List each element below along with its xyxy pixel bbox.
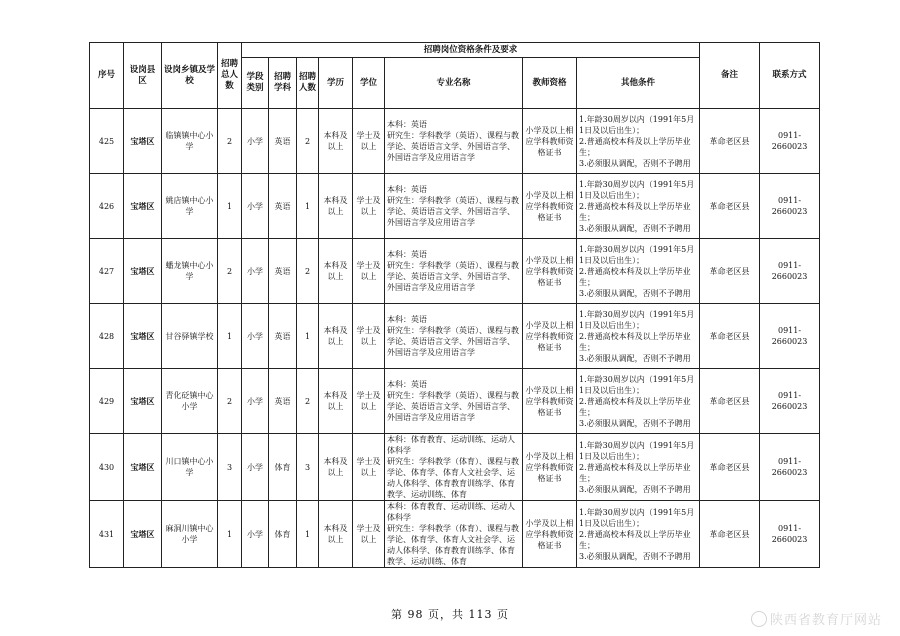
cell-county: 宝塔区 xyxy=(124,174,162,239)
cell-education: 本科及以上 xyxy=(319,109,353,174)
cell-school: 麻洞川镇中心小学 xyxy=(162,501,218,568)
cell-seq: 431 xyxy=(90,501,124,568)
cell-contact: 0911-2660023 xyxy=(760,434,820,501)
header-other: 其他条件 xyxy=(577,58,700,109)
cell-total: 2 xyxy=(218,369,242,434)
cell-subject: 英语 xyxy=(269,109,297,174)
cell-remarks: 革命老区县 xyxy=(700,239,760,304)
cell-seq: 430 xyxy=(90,434,124,501)
cell-total: 2 xyxy=(218,109,242,174)
table-row xyxy=(90,109,820,174)
cell-count: 2 xyxy=(297,369,319,434)
cell-contact: 0911-2660023 xyxy=(760,174,820,239)
site-watermark xyxy=(751,609,882,628)
cell-seq: 428 xyxy=(90,304,124,369)
cell-education: 本科及以上 xyxy=(319,369,353,434)
cell-teacher-cert: 小学及以上相应学科教师资格证书 xyxy=(523,304,577,369)
cell-major: 本科：体育教育、运动训练、运动人体科学 研究生：学科教学（体育）、课程与教学论、体育学、体育人文社会学、运动人体科学、体育教育训练学、体育教学、运动训练、体育 xyxy=(385,501,523,568)
cell-count: 2 xyxy=(297,239,319,304)
cell-major: 本科：英语 研究生：学科教学（英语）、课程与教学论、英语语言文学、外国语言学、外国语言学及应用语言学 xyxy=(385,109,523,174)
cell-teacher-cert: 小学及以上相应学科教师资格证书 xyxy=(523,239,577,304)
cell-remarks: 革命老区县 xyxy=(700,174,760,239)
cell-stage: 小学 xyxy=(242,109,269,174)
cell-seq: 429 xyxy=(90,369,124,434)
cell-contact: 0911-2660023 xyxy=(760,109,820,174)
header-remarks: 备注 xyxy=(700,43,760,109)
cell-subject: 英语 xyxy=(269,304,297,369)
cell-school: 蟠龙镇中心小学 xyxy=(162,239,218,304)
header-degree: 学位 xyxy=(353,58,385,109)
header-major: 专业名称 xyxy=(385,58,523,109)
cell-other: 1.年龄30周岁以内（1991年5月1日及以后出生）； 2.普通高校本科及以上学历毕业生； 3.必须服从调配，否则不予聘用 xyxy=(577,109,700,174)
cell-major: 本科：英语 研究生：学科教学（英语）、课程与教学论、英语语言文学、外国语言学、外国语言学及应用语言学 xyxy=(385,174,523,239)
table-row xyxy=(90,174,820,239)
cell-degree: 学士及以上 xyxy=(353,434,385,501)
cell-subject: 英语 xyxy=(269,369,297,434)
cell-teacher-cert: 小学及以上相应学科教师资格证书 xyxy=(523,369,577,434)
header-stage: 学段类别 xyxy=(242,58,269,109)
cell-other: 1.年龄30周岁以内（1991年5月1日及以后出生）； 2.普通高校本科及以上学历毕业生； 3.必须服从调配，否则不予聘用 xyxy=(577,501,700,568)
header-town-school: 设岗乡镇及学校 xyxy=(162,43,218,109)
cell-major: 本科：英语 研究生：学科教学（英语）、课程与教学论、英语语言文学、外国语言学、外国语言学及应用语言学 xyxy=(385,304,523,369)
cell-total: 1 xyxy=(218,501,242,568)
cell-stage: 小学 xyxy=(242,369,269,434)
cell-county: 宝塔区 xyxy=(124,501,162,568)
cell-education: 本科及以上 xyxy=(319,304,353,369)
cell-degree: 学士及以上 xyxy=(353,369,385,434)
cell-total: 1 xyxy=(218,304,242,369)
cell-remarks: 革命老区县 xyxy=(700,369,760,434)
cell-count: 2 xyxy=(297,109,319,174)
cell-major: 本科：英语 研究生：学科教学（英语）、课程与教学论、英语语言文学、外国语言学、外国语言学及应用语言学 xyxy=(385,369,523,434)
cell-teacher-cert: 小学及以上相应学科教师资格证书 xyxy=(523,174,577,239)
table-row xyxy=(90,304,820,369)
cell-subject: 英语 xyxy=(269,174,297,239)
cell-school: 青化砭镇中心小学 xyxy=(162,369,218,434)
table-row xyxy=(90,239,820,304)
cell-education: 本科及以上 xyxy=(319,501,353,568)
cell-subject: 体育 xyxy=(269,434,297,501)
page-footer: 第 98 页，共 113 页 xyxy=(391,608,509,621)
header-seq: 序号 xyxy=(90,43,124,109)
cell-teacher-cert: 小学及以上相应学科教师资格证书 xyxy=(523,434,577,501)
cell-education: 本科及以上 xyxy=(319,239,353,304)
cell-degree: 学士及以上 xyxy=(353,501,385,568)
cell-stage: 小学 xyxy=(242,501,269,568)
cell-degree: 学士及以上 xyxy=(353,174,385,239)
cell-count: 3 xyxy=(297,434,319,501)
cell-degree: 学士及以上 xyxy=(353,239,385,304)
cell-degree: 学士及以上 xyxy=(353,109,385,174)
cell-stage: 小学 xyxy=(242,239,269,304)
cell-total: 1 xyxy=(218,174,242,239)
cell-subject: 英语 xyxy=(269,239,297,304)
cell-major: 本科：体育教育、运动训练、运动人体科学 研究生：学科教学（体育）、课程与教学论、体育学、体育人文社会学、运动人体科学、体育教育训练学、体育教学、运动训练、体育 xyxy=(385,434,523,501)
cell-total: 2 xyxy=(218,239,242,304)
header-contact: 联系方式 xyxy=(760,43,820,109)
cell-count: 1 xyxy=(297,174,319,239)
cell-contact: 0911-2660023 xyxy=(760,239,820,304)
cell-remarks: 革命老区县 xyxy=(700,109,760,174)
cell-other: 1.年龄30周岁以内（1991年5月1日及以后出生）； 2.普通高校本科及以上学历毕业生； 3.必须服从调配，否则不予聘用 xyxy=(577,174,700,239)
cell-other: 1.年龄30周岁以内（1991年5月1日及以后出生）； 2.普通高校本科及以上学历毕业生； 3.必须服从调配，否则不予聘用 xyxy=(577,434,700,501)
cell-major: 本科：英语 研究生：学科教学（英语）、课程与教学论、英语语言文学、外国语言学、外国语言学及应用语言学 xyxy=(385,239,523,304)
cell-school: 甘谷驿镇学校 xyxy=(162,304,218,369)
cell-subject: 体育 xyxy=(269,501,297,568)
cell-education: 本科及以上 xyxy=(319,174,353,239)
cell-county: 宝塔区 xyxy=(124,109,162,174)
cell-stage: 小学 xyxy=(242,304,269,369)
cell-school: 临镇镇中心小学 xyxy=(162,109,218,174)
cell-teacher-cert: 小学及以上相应学科教师资格证书 xyxy=(523,109,577,174)
cell-remarks: 革命老区县 xyxy=(700,434,760,501)
cell-other: 1.年龄30周岁以内（1991年5月1日及以后出生）； 2.普通高校本科及以上学历毕业生； 3.必须服从调配，否则不予聘用 xyxy=(577,304,700,369)
cell-other: 1.年龄30周岁以内（1991年5月1日及以后出生）； 2.普通高校本科及以上学历毕业生； 3.必须服从调配，否则不予聘用 xyxy=(577,369,700,434)
cell-other: 1.年龄30周岁以内（1991年5月1日及以后出生）； 2.普通高校本科及以上学历毕业生； 3.必须服从调配，否则不予聘用 xyxy=(577,239,700,304)
header-teacher-cert: 教师资格 xyxy=(523,58,577,109)
cell-seq: 426 xyxy=(90,174,124,239)
cell-count: 1 xyxy=(297,501,319,568)
cell-stage: 小学 xyxy=(242,174,269,239)
header-total: 招聘总人数 xyxy=(218,43,242,109)
cell-teacher-cert: 小学及以上相应学科教师资格证书 xyxy=(523,501,577,568)
header-education: 学历 xyxy=(319,58,353,109)
header-count: 招聘人数 xyxy=(297,58,319,109)
recruitment-table xyxy=(89,42,820,568)
cell-remarks: 革命老区县 xyxy=(700,501,760,568)
cell-seq: 425 xyxy=(90,109,124,174)
cell-county: 宝塔区 xyxy=(124,369,162,434)
cell-school: 姚店镇中心小学 xyxy=(162,174,218,239)
cell-stage: 小学 xyxy=(242,434,269,501)
cell-county: 宝塔区 xyxy=(124,434,162,501)
header-county: 设岗县区 xyxy=(124,43,162,109)
table-row xyxy=(90,369,820,434)
cell-school: 川口镇中心小学 xyxy=(162,434,218,501)
table-row xyxy=(90,501,820,568)
table-body xyxy=(90,109,820,568)
cell-seq: 427 xyxy=(90,239,124,304)
cell-degree: 学士及以上 xyxy=(353,304,385,369)
cell-contact: 0911-2660023 xyxy=(760,369,820,434)
cell-county: 宝塔区 xyxy=(124,304,162,369)
header-group-title: 招聘岗位资格条件及要求 xyxy=(242,43,700,58)
cell-total: 3 xyxy=(218,434,242,501)
cell-contact: 0911-2660023 xyxy=(760,501,820,568)
emblem-icon xyxy=(751,611,767,627)
header-subject: 招聘学科 xyxy=(269,58,297,109)
table-row xyxy=(90,434,820,501)
cell-education: 本科及以上 xyxy=(319,434,353,501)
watermark-text: 陕西省教育厅网站 xyxy=(769,613,882,628)
cell-count: 1 xyxy=(297,304,319,369)
cell-contact: 0911-2660023 xyxy=(760,304,820,369)
cell-remarks: 革命老区县 xyxy=(700,304,760,369)
cell-county: 宝塔区 xyxy=(124,239,162,304)
